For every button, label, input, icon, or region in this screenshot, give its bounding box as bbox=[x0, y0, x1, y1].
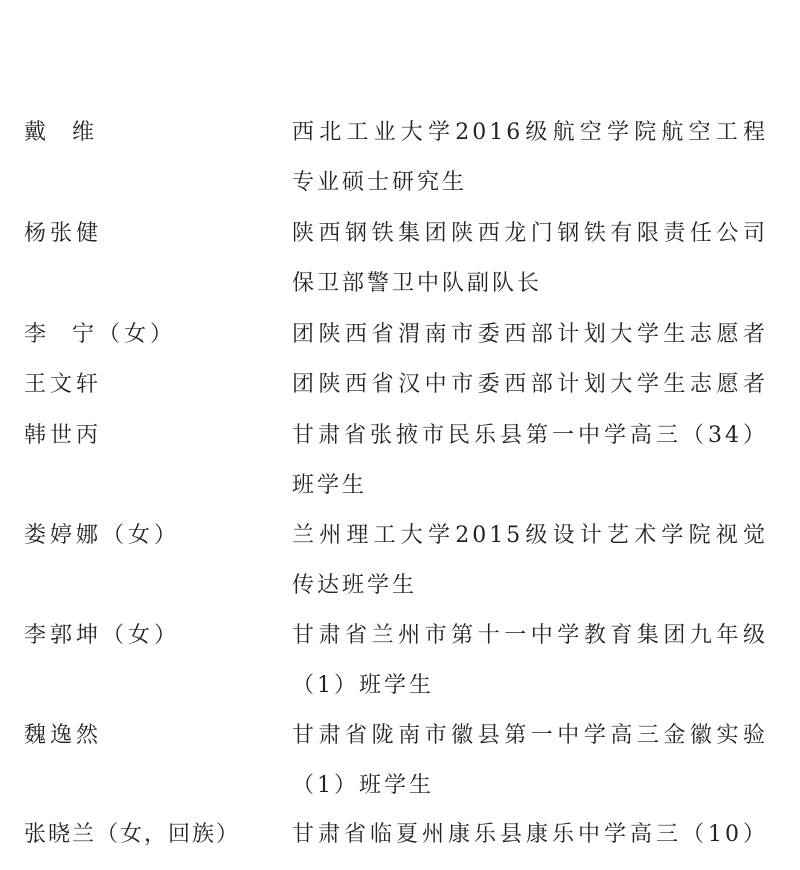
person-description bbox=[292, 118, 768, 218]
person-name: 韩世丙 bbox=[24, 423, 103, 448]
description-line: 甘肃省临夏州康乐县康乐中学高三（10） bbox=[292, 822, 768, 847]
description-line: 专业硕士研究生 bbox=[292, 170, 468, 195]
person-description bbox=[292, 621, 768, 721]
person-description bbox=[292, 721, 768, 821]
description-line: 陕西钢铁集团陕西龙门钢铁有限责任公司 bbox=[292, 221, 768, 246]
person-name: 戴 维 bbox=[24, 120, 98, 145]
description-line: 甘肃省兰州市第十一中学教育集团九年级 bbox=[292, 623, 768, 648]
person-name: 娄婷娜（女） bbox=[24, 523, 181, 548]
person-name: 魏逸然 bbox=[24, 723, 103, 748]
person-name: 李 宁（女） bbox=[24, 322, 176, 347]
description-line: 甘肃省陇南市徽县第一中学高三金徽实验 bbox=[292, 723, 768, 748]
person-description bbox=[292, 820, 768, 870]
description-line: 传达班学生 bbox=[292, 573, 418, 598]
description-line: 团陕西省渭南市委西部计划大学生志愿者 bbox=[292, 322, 768, 347]
description-line: 班学生 bbox=[292, 473, 368, 498]
person-description bbox=[292, 320, 768, 370]
description-line: 保卫部警卫中队副队长 bbox=[292, 271, 543, 296]
person-name: 王文轩 bbox=[24, 372, 103, 397]
person-description bbox=[292, 370, 768, 420]
description-line: 兰州理工大学2015级设计艺术学院视觉 bbox=[292, 523, 768, 548]
person-description bbox=[292, 219, 768, 319]
description-line: （1）班学生 bbox=[292, 773, 434, 798]
description-line: 团陕西省汉中市委西部计划大学生志愿者 bbox=[292, 372, 768, 397]
description-line: （1）班学生 bbox=[292, 673, 434, 698]
description-line: 甘肃省张掖市民乐县第一中学高三（34） bbox=[292, 423, 768, 448]
person-name: 杨张健 bbox=[24, 221, 103, 246]
description-line: 西北工业大学2016级航空学院航空工程 bbox=[292, 120, 768, 145]
person-description bbox=[292, 421, 768, 521]
person-name: 李郭坤（女） bbox=[24, 623, 181, 648]
person-name: 张晓兰（女，回族） bbox=[24, 822, 241, 847]
person-description bbox=[292, 521, 768, 621]
